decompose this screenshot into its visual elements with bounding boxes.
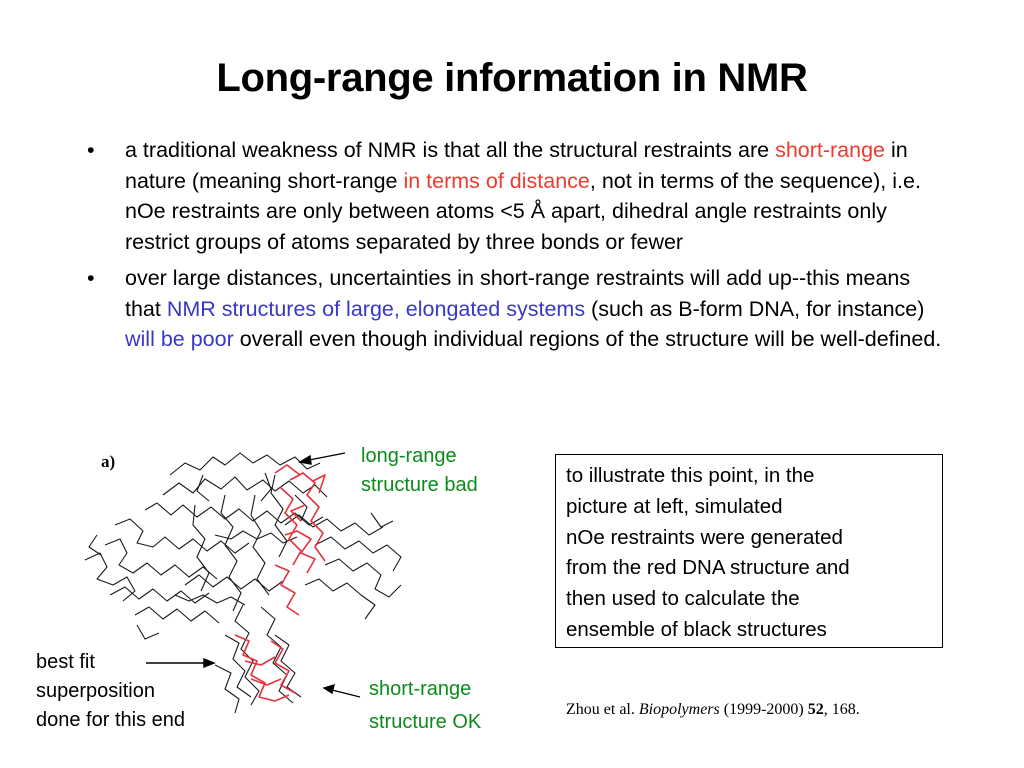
annotation-line: short-range bbox=[369, 678, 472, 700]
annotation-line: done for this end bbox=[36, 709, 185, 731]
arrow-head-icon bbox=[300, 456, 311, 464]
bullet-text: (such as B-form DNA, for instance) bbox=[585, 296, 925, 321]
annotation-line: structure bad bbox=[361, 474, 478, 496]
citation bbox=[566, 701, 860, 719]
note-line: from the red DNA structure and bbox=[566, 556, 850, 580]
note-line: to illustrate this point, in the bbox=[566, 464, 815, 487]
note-line: then used to calculate the bbox=[566, 587, 800, 611]
arrow-head-icon bbox=[324, 685, 334, 693]
annotation-line: best fit bbox=[36, 651, 95, 673]
annotation-line: structure OK bbox=[369, 711, 482, 733]
slide-title: Long-range information in NMR bbox=[216, 56, 808, 100]
highlight-distance: in terms of distance bbox=[403, 168, 590, 193]
panel-label: a) bbox=[101, 452, 116, 471]
note-line: ensemble of black structures bbox=[566, 617, 827, 641]
bullet-text: a traditional weakness of NMR is that all the structural restraints are bbox=[125, 138, 776, 162]
annotation-line: long-range bbox=[361, 445, 457, 467]
arrow-head-icon bbox=[204, 659, 214, 667]
long-range-annotation bbox=[361, 442, 478, 500]
best-fit-annotation bbox=[36, 648, 185, 735]
note-line: picture at left, simulated bbox=[566, 494, 783, 518]
highlight-short-range: short-range bbox=[775, 138, 886, 162]
bullet-text: , not in terms of the sequence), i.e. nOe restraints are only between atoms <5 Å apart, dihedral angle restraints only restrict groups of atoms separated by three bonds or fewer bbox=[125, 168, 921, 254]
bullet-text: in nature (meaning short-range bbox=[125, 138, 908, 193]
citation-page: , 168. bbox=[823, 701, 860, 718]
bullet-text: overall even though individual regions of the structure will be well-defined. bbox=[233, 327, 942, 351]
bullet-marker: • bbox=[87, 138, 95, 162]
explanation-box bbox=[555, 454, 943, 648]
short-range-annotation bbox=[369, 673, 481, 739]
annotation-line: superposition bbox=[36, 680, 155, 702]
citation-volume: 52 bbox=[807, 701, 824, 718]
bullet-marker: • bbox=[87, 266, 95, 290]
citation-journal: Biopolymers bbox=[638, 701, 720, 718]
bullet-text: over large distances, uncertainties in short-range restraints will add up--this means that bbox=[125, 266, 911, 321]
note-line: nOe restraints were generated bbox=[566, 525, 843, 549]
highlight-large-systems: NMR structures of large, elongated systems bbox=[166, 296, 586, 321]
highlight-will-be-poor: will be poor bbox=[125, 327, 234, 351]
citation-years: (1999-2000) bbox=[719, 701, 808, 718]
citation-authors: Zhou et al. bbox=[566, 701, 639, 718]
